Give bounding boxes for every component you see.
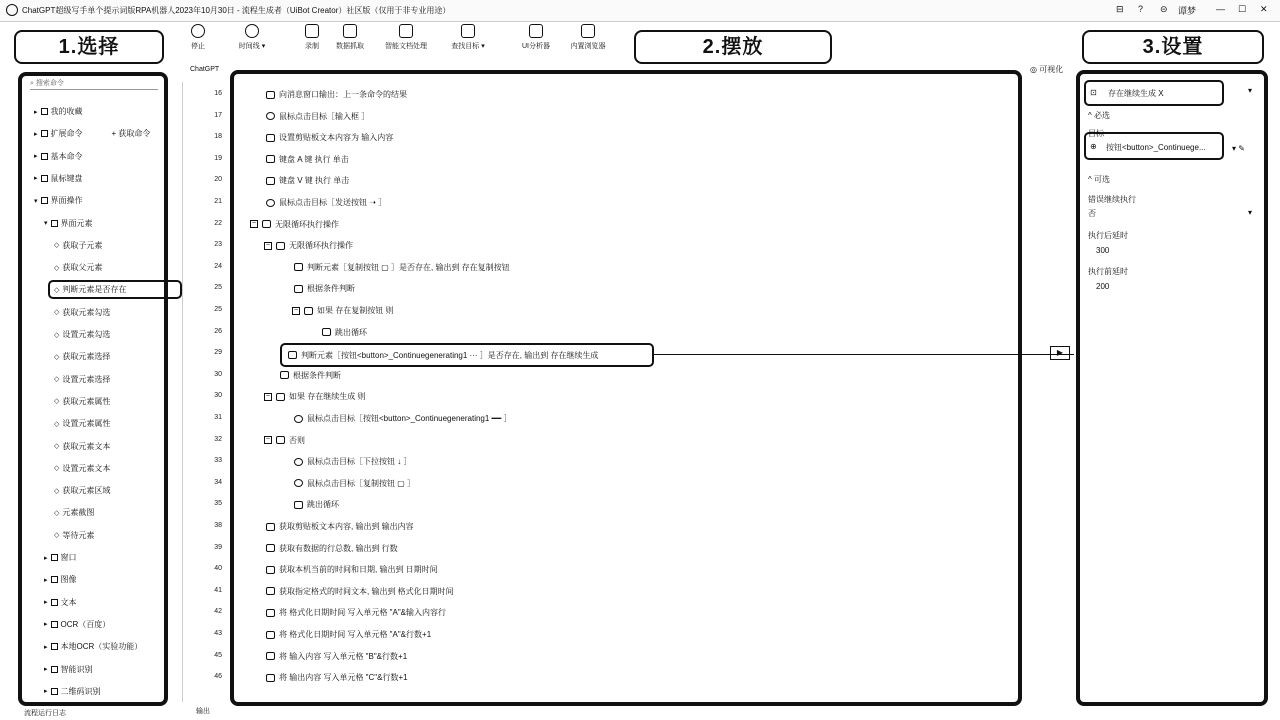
tree-item[interactable] [54,374,110,385]
statement-text: 向消息窗口输出：上一条命令的结果 [279,90,407,99]
tree-item-label: 本地OCR（实验功能） [60,642,143,652]
statement-text: 判断元素［复制按钮 ▢ ］是否存在, 输出到 存在复制按钮 [307,262,510,272]
line-number: 29 [214,349,222,357]
flow-statement[interactable] [266,607,446,618]
flow-statement[interactable] [266,132,393,143]
tree-item[interactable] [44,218,93,229]
flow-statement[interactable] [266,154,349,165]
document-icon [399,24,413,38]
properties-panel [1076,70,1268,706]
statement-text: 获取本机当前的时间和日期, 输出到 日期时间 [279,565,438,575]
command-icon [266,587,275,595]
folder-icon [51,220,58,227]
tree-item[interactable] [34,195,83,206]
flow-statement[interactable] [280,370,341,381]
tree-item-label: 判断元素是否存在 [62,285,127,295]
tree-item[interactable] [54,530,94,541]
record-button[interactable]: 录制 [284,24,340,51]
flow-statement[interactable] [250,219,339,230]
command-icon [266,631,275,639]
command-icon: ◇ [54,398,60,406]
tree-item[interactable] [54,240,102,251]
command-icon [266,177,275,185]
stop-icon [191,24,205,38]
statement-text: 鼠标点击目标［复制按钮 ▢ ］ [307,478,416,488]
command-icon: ◇ [54,242,60,250]
flow-statement[interactable] [264,391,365,402]
expand-arrow-icon: ▾ [34,197,38,205]
tree-item-label: 文本 [60,597,77,607]
delay-after-input[interactable]: 300 [1096,246,1110,255]
tree-item[interactable] [34,173,83,184]
line-number: 41 [214,586,222,594]
flow-statement[interactable] [294,499,339,510]
optional-section-label[interactable]: ^ 可选 [1088,175,1110,184]
command-icon: ◇ [54,420,60,428]
tree-item[interactable] [54,463,110,474]
flow-statement[interactable] [266,586,454,597]
mouse-icon [266,112,275,120]
find-target-button[interactable]: 查找目标 ▾ [440,24,496,51]
expand-arrow-icon: ▾ [44,220,48,227]
tree-item[interactable] [44,552,77,563]
line-number: 42 [214,608,222,616]
target-icon: ⊕ [1090,142,1097,151]
selection-line [654,354,1074,355]
tree-item[interactable] [54,418,110,429]
command-icon [266,566,275,574]
ui-analyzer-icon [529,24,543,38]
tree-item-label: 获取元素勾选 [62,307,111,317]
line-number: 25 [214,284,222,292]
delay-before-input[interactable]: 200 [1096,282,1110,291]
line-number: 32 [214,435,222,443]
flow-statement[interactable] [266,564,438,575]
command-icon [276,393,285,401]
output-variable-field[interactable] [1084,80,1224,106]
tree-item-label: 二维码识别 [60,686,101,696]
statement-text: 键盘 V 键 执行 单击 [279,176,350,186]
search-input[interactable]: ⌕ 搜索命令 [30,78,158,90]
tree-item-label: 元素截图 [62,508,95,518]
command-icon [266,609,275,617]
command-icon: ◇ [54,264,60,272]
tree-item-label: 获取元素区域 [62,486,111,496]
minimize-icon[interactable]: — [1216,4,1225,14]
tree-item[interactable] [54,485,110,496]
command-icon [266,134,275,142]
tree-item-label: 扩展命令 [50,129,83,139]
folder-icon [41,108,48,115]
tree-item[interactable] [54,441,110,452]
tree-item[interactable] [48,280,182,299]
line-number: 19 [214,154,222,162]
line-number: 26 [214,327,222,335]
pin-icon[interactable]: ⊟ [1116,4,1124,14]
command-icon: ◇ [54,353,60,361]
line-number: 40 [214,565,222,573]
continue-on-error-select[interactable]: 否 [1088,209,1096,218]
data-grab-button[interactable]: 数据抓取 [322,24,378,51]
statement-text: 鼠标点击目标［输入框 ］ [279,111,370,121]
line-number: 45 [214,651,222,659]
line-number: 34 [214,478,222,486]
avatar-icon[interactable]: ⊝ [1160,4,1168,14]
run-log-label: 流程运行日志 [24,710,66,717]
tree-item-label: 我的收藏 [50,107,83,116]
expand-arrow-icon: ▸ [34,108,38,116]
tree-item-label: 基本命令 [50,151,83,161]
command-icon [266,155,275,163]
statement-text: 将 输出内容 写入单元格 "C"&行数+1 [279,673,408,683]
command-icon: ◇ [54,309,60,317]
command-icon [288,351,297,359]
tree-item-label: 界面操作 [50,196,83,206]
tree-item-label: 设置元素属性 [62,419,111,429]
flow-statement[interactable] [294,413,511,424]
target-icon [461,24,475,38]
target-value: 按钮<button>_Continuege... [1106,143,1206,152]
line-number: 38 [214,522,222,529]
mouse-icon [294,458,303,466]
tree-item-label: 设置元素选择 [62,374,111,384]
mouse-icon [294,479,303,487]
line-number: 18 [214,133,222,141]
folder-icon [51,621,58,628]
target-field[interactable] [1084,132,1224,160]
annotation-settings: 3.设置 [1082,30,1264,64]
tree-item-label: 鼠标键盘 [50,173,83,183]
flow-statement[interactable] [292,305,393,316]
command-icon [266,91,275,99]
flow-statement[interactable] [264,435,305,446]
search-icon: ⌕ [30,80,36,87]
collapse-icon[interactable]: − [265,436,271,444]
annotation-place: 2.摆放 [634,30,832,64]
highlighted-statement[interactable] [280,343,654,367]
line-number: 33 [214,457,222,465]
expand-arrow-icon: ▸ [44,576,48,584]
tree-item-label: 智能识别 [60,664,93,674]
statement-text: 获取剪贴板文本内容, 输出到 输出内容 [279,522,414,531]
command-icon [322,328,331,336]
tree-item[interactable] [54,307,110,318]
statement-text: 设置剪贴板文本内容为 输入内容 [279,133,394,143]
expand-arrow-icon: ▸ [44,666,48,673]
tree-item-label: 获取元素属性 [62,396,111,406]
stop-button[interactable]: 停止 [170,24,226,51]
line-number: 21 [214,198,222,205]
command-icon [266,674,275,682]
collapse-icon[interactable]: − [265,392,271,400]
output-tab[interactable]: 输出 [196,708,210,715]
flow-statement[interactable] [266,629,431,640]
expand-arrow-icon: ▸ [44,554,48,562]
line-number: 43 [214,630,222,637]
flow-statement[interactable] [266,543,398,554]
statement-text: 鼠标点击目标［按钮<button>_Continuegenerating1 ━━ ］ [307,414,512,423]
tree-item[interactable] [54,351,110,362]
statement-text: 将 输入内容 写入单元格 "B"&行数+1 [279,651,408,661]
line-number: 16 [214,90,222,97]
flow-statement[interactable] [266,651,407,662]
flow-statement[interactable] [266,175,349,186]
delay-after-label: 执行后延时 [1088,231,1128,240]
folder-icon [51,643,58,650]
statement-text: 无限循环执行操作 [289,241,353,251]
tree-item[interactable] [44,664,93,675]
flow-statement[interactable] [266,111,369,122]
command-icon [294,501,303,509]
statement-text: 根据条件判断 [293,370,341,380]
tree-item[interactable] [44,686,101,697]
tree-item-label: 设置元素勾选 [62,330,111,339]
flow-statement[interactable] [266,89,407,100]
tree-item-label: 窗口 [60,553,77,562]
folder-icon [41,130,48,137]
browser-icon [581,24,595,38]
tree-item[interactable] [54,262,102,273]
command-icon: ◇ [54,376,60,384]
tree-item[interactable] [44,619,110,630]
command-icon [266,544,275,552]
collapse-icon[interactable]: − [265,241,271,249]
flow-statement[interactable] [294,478,415,489]
flow-statement[interactable] [294,283,355,294]
expand-arrow-icon: ▸ [34,130,38,138]
command-icon [276,436,285,444]
smart-document-button[interactable]: 智能文档处理 [378,24,434,51]
run-line-button[interactable]: ▶ [1050,346,1070,360]
collapse-icon[interactable]: − [251,220,257,228]
command-icon [294,285,303,293]
statement-text: 获取指定格式的时间文本, 输出到 格式化日期时间 [279,586,454,596]
statement-text: 鼠标点击目标［发送按钮 ➝ ］ [279,198,387,207]
timeline-button[interactable]: 时间线 ▾ [224,24,280,51]
folder-icon [51,554,58,561]
tree-item[interactable] [34,128,150,139]
data-grab-icon [343,24,357,38]
tree-item[interactable] [54,329,110,340]
command-icon: ◇ [54,286,60,294]
expand-arrow-icon: ▸ [34,153,38,161]
tree-item[interactable] [54,396,110,407]
command-icon: ◇ [54,331,60,339]
title-bar [0,0,1280,22]
expand-arrow-icon: ▸ [44,621,48,629]
help-icon[interactable]: ? [1138,4,1144,14]
command-icon [280,371,289,379]
tree-item[interactable] [44,574,77,585]
flow-statement[interactable] [322,327,367,338]
record-icon [305,24,319,38]
tree-item-label: 获取子元素 [62,240,103,250]
line-number: 30 [214,392,222,400]
flow-statement[interactable] [294,262,510,273]
flow-statement[interactable] [294,456,411,467]
tree-item-label: OCR（百度） [60,619,111,629]
line-number: 46 [214,673,222,681]
close-icon[interactable]: ✕ [1260,4,1268,14]
tree-item-label: 获取元素文本 [62,441,111,451]
expand-arrow-icon: ▸ [34,175,38,183]
expand-arrow-icon: ▸ [44,599,48,607]
statement-text: 否则 [289,435,305,445]
chevron-down-icon[interactable]: ▾ [1248,208,1253,217]
variable-icon: ⊡ [1090,88,1097,97]
tree-item[interactable] [44,597,77,608]
statement-text: 判断元素［按钮<button>_Continuegenerating1 ··· ］是否存在, 输出到 存在继续生成 [301,350,599,360]
command-icon: ◇ [54,443,60,450]
statement-text: 键盘 A 键 执行 单击 [279,154,349,164]
ui-analyzer-button[interactable]: UI分析器 [508,24,564,51]
visual-toggle[interactable]: ◎ 可视化 [1030,65,1064,74]
user-name[interactable]: 谭梦 [1178,6,1197,16]
command-icon: ◇ [54,509,60,517]
command-tree-panel [18,72,168,706]
mouse-icon [294,415,303,423]
tree-item-label: 界面元素 [60,218,93,228]
line-number: 24 [214,262,222,270]
splitter[interactable] [182,82,183,702]
get-command-link[interactable]: + 获取命令 [111,129,151,139]
command-icon [276,242,285,250]
command-icon [266,523,275,531]
line-number: 22 [214,219,222,227]
tree-item[interactable] [34,151,83,162]
statement-text: 将 格式化日期时间 写入单元格 "A"&输入内容行 [279,608,447,618]
flow-statement[interactable] [266,521,414,532]
line-number: 35 [214,500,222,508]
tree-item[interactable] [54,507,94,518]
command-icon [266,652,275,660]
command-icon [304,307,313,315]
folder-icon [51,576,58,583]
statement-text: 获取有数据的行总数, 输出到 行数 [279,543,398,553]
command-icon [294,263,303,271]
line-number: 17 [214,111,222,119]
app-logo-icon [6,4,18,16]
mouse-icon [266,199,275,207]
line-number: 25 [214,306,222,313]
window-title: ChatGPT超级写手单个提示词版RPA机器人2023年10月30日 - 流程生成者（UiBot Creator）社区版（仅用于非专业用途） [22,6,451,15]
command-icon: ◇ [54,532,60,540]
line-number: 39 [214,543,222,551]
statement-text: 无限循环执行操作 [275,219,339,229]
statement-text: 鼠标点击目标［下拉按钮 ↓ ］ [307,457,412,467]
folder-icon [41,153,48,160]
statement-text: 跳出循环 [307,500,339,510]
tree-item-label: 获取元素选择 [62,352,111,362]
statement-text: 根据条件判断 [307,284,355,294]
tree-item-label: 图像 [60,575,77,585]
command-icon: ◇ [54,465,60,473]
folder-icon [51,666,58,673]
delay-before-label: 执行前延时 [1088,267,1128,276]
edit-icon[interactable]: ▾ ✎ [1232,144,1245,153]
tree-item-label: 等待元素 [62,530,95,540]
eye-icon: ◎ [1030,65,1040,74]
folder-icon [51,688,58,695]
flow-statement[interactable] [266,197,386,208]
statement-text: 将 格式化日期时间 写入单元格 "A"&行数+1 [279,630,432,639]
target-label: 目标 [1088,129,1104,138]
command-icon: ◇ [54,487,60,495]
flow-statement[interactable] [266,672,408,683]
flow-statement[interactable] [264,240,353,251]
folder-icon [51,599,58,606]
output-variable-value: 存在继续生成 X [1108,89,1164,98]
statement-text: 跳出循环 [335,327,367,337]
annotation-select: 1.选择 [14,30,164,64]
folder-icon [41,175,48,182]
tree-item-label: 设置元素文本 [62,463,111,473]
builtin-browser-button[interactable]: 内置浏览器 [560,24,616,51]
tree-item[interactable] [34,106,83,117]
maximize-icon[interactable]: ☐ [1238,4,1247,14]
tab-chatgpt[interactable]: ChatGPT [190,66,220,73]
tree-item-label: 获取父元素 [62,263,103,273]
statement-text: 如果 存在继续生成 则 [289,392,366,402]
chevron-down-icon[interactable]: ▾ [1248,86,1253,95]
expand-arrow-icon: ▸ [44,688,48,696]
statement-text: 如果 存在复制按钮 则 [317,306,394,315]
tree-item[interactable] [44,641,142,652]
clock-icon [245,24,259,38]
folder-icon [41,197,48,204]
command-icon [262,220,271,228]
line-number: 20 [214,176,222,184]
continue-on-error-label: 错误继续执行 [1088,195,1136,204]
line-number: 31 [214,414,222,421]
line-number: 23 [214,241,222,249]
required-section-label[interactable]: ^ 必选 [1088,111,1110,120]
collapse-icon[interactable]: − [293,306,299,314]
line-number: 30 [214,370,222,378]
expand-arrow-icon: ▸ [44,643,48,651]
